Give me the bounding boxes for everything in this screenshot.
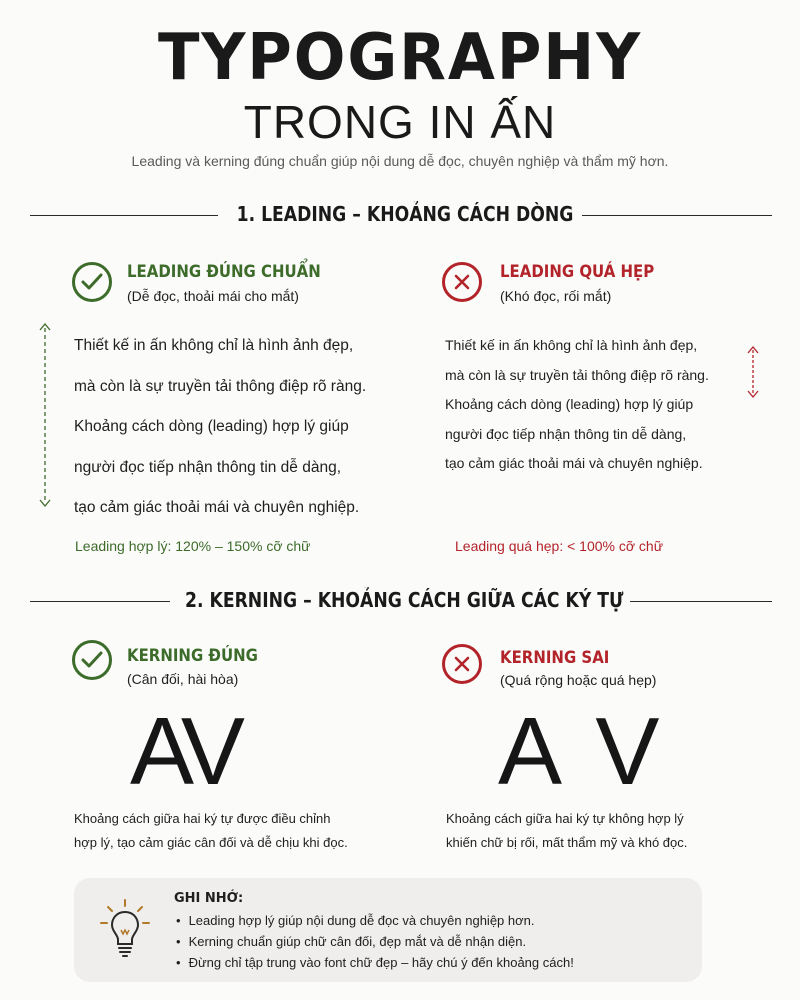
leading-good-title: LEADING ĐÚNG CHUẨN [127, 262, 321, 282]
x-icon [442, 262, 482, 302]
section-heading-kerning: 2. KERNING – KHOẢNG CÁCH GIỮA CÁC KÝ TỰ [185, 588, 624, 612]
leading-bad-subtitle: (Khó đọc, rối mắt) [500, 288, 612, 304]
divider-line [582, 215, 772, 216]
paragraph-line: Thiết kế in ấn không chỉ là hình ảnh đẹp, [445, 337, 698, 353]
kerning-good-paragraph [74, 807, 348, 855]
kerning-good-sample: AV [130, 698, 239, 805]
leading-bad-note: Leading quá hẹp: < 100% cỡ chữ [455, 538, 664, 554]
reminder-list [176, 910, 574, 973]
page-subtitle: TRONG IN ẤN [243, 96, 557, 148]
divider-line [630, 601, 772, 602]
leading-good-subtitle: (Dễ đọc, thoải mái cho mắt) [127, 288, 299, 304]
reminder-item: • Đừng chỉ tập trung vào font chữ đẹp – hãy chú ý đến khoảng cách! [176, 952, 574, 973]
kerning-good-subtitle: (Cân đối, hài hòa) [127, 671, 239, 687]
leading-spacing-arrow-icon [746, 346, 760, 398]
check-icon [72, 640, 112, 680]
reminder-item: • Kerning chuẩn giúp chữ cân đối, đẹp mắt và dễ nhận diện. [176, 931, 574, 952]
paragraph-line: tạo cảm giác thoải mái và chuyên nghiệp. [74, 499, 360, 516]
kerning-good-title: KERNING ĐÚNG [127, 646, 258, 666]
paragraph-line: Khoảng cách dòng (leading) hợp lý giúp [445, 396, 694, 412]
leading-good-paragraph [74, 326, 366, 529]
check-icon [72, 262, 112, 302]
section-heading-leading: 1. LEADING – KHOẢNG CÁCH DÒNG [236, 202, 574, 226]
paragraph-line: hợp lý, tạo cảm giác cân đối và dễ chịu khi đọc. [74, 835, 348, 850]
divider-line [30, 601, 170, 602]
reminder-title: GHI NHỚ: [174, 891, 244, 906]
page-title: TYPOGRAPHY [158, 21, 642, 95]
kerning-bad-subtitle: (Quá rộng hoặc quá hẹp) [500, 672, 657, 688]
paragraph-line: Khoảng cách giữa hai ký tự không hợp lý [446, 811, 684, 826]
leading-spacing-arrow-icon [38, 322, 52, 508]
kerning-bad-sample: A V [498, 698, 666, 805]
page-tagline: Leading và kerning đúng chuẩn giúp nội dung dễ đọc, chuyên nghiệp và thẩm mỹ hơn. [131, 153, 669, 169]
leading-bad-paragraph [445, 331, 709, 479]
reminder-item: • Leading hợp lý giúp nội dung dễ đọc và chuyên nghiệp hơn. [176, 910, 574, 931]
paragraph-line: khiến chữ bị rối, mất thẩm mỹ và khó đọc. [446, 835, 688, 850]
lightbulb-icon [98, 898, 152, 962]
paragraph-line: Khoảng cách dòng (leading) hợp lý giúp [74, 418, 349, 435]
paragraph-line: Khoảng cách giữa hai ký tự được điều chỉnh [74, 811, 331, 826]
kerning-bad-title: KERNING SAI [500, 648, 610, 668]
paragraph-line: mà còn là sự truyền tải thông điệp rõ ràng. [74, 377, 367, 395]
paragraph-line: người đọc tiếp nhận thông tin dễ dàng, [445, 425, 687, 442]
x-icon [442, 644, 482, 684]
leading-good-note: Leading hợp lý: 120% – 150% cỡ chữ [75, 538, 311, 554]
divider-line [30, 215, 218, 216]
leading-bad-title: LEADING QUÁ HẸP [500, 262, 655, 282]
paragraph-line: mà còn là sự truyền tải thông điệp rõ ràng. [445, 366, 709, 383]
paragraph-line: tạo cảm giác thoải mái và chuyên nghiệp. [445, 455, 703, 471]
paragraph-line: Thiết kế in ấn không chỉ là hình ảnh đẹp, [74, 337, 354, 354]
paragraph-line: người đọc tiếp nhận thông tin dễ dàng, [74, 458, 342, 476]
kerning-bad-paragraph [446, 807, 687, 855]
